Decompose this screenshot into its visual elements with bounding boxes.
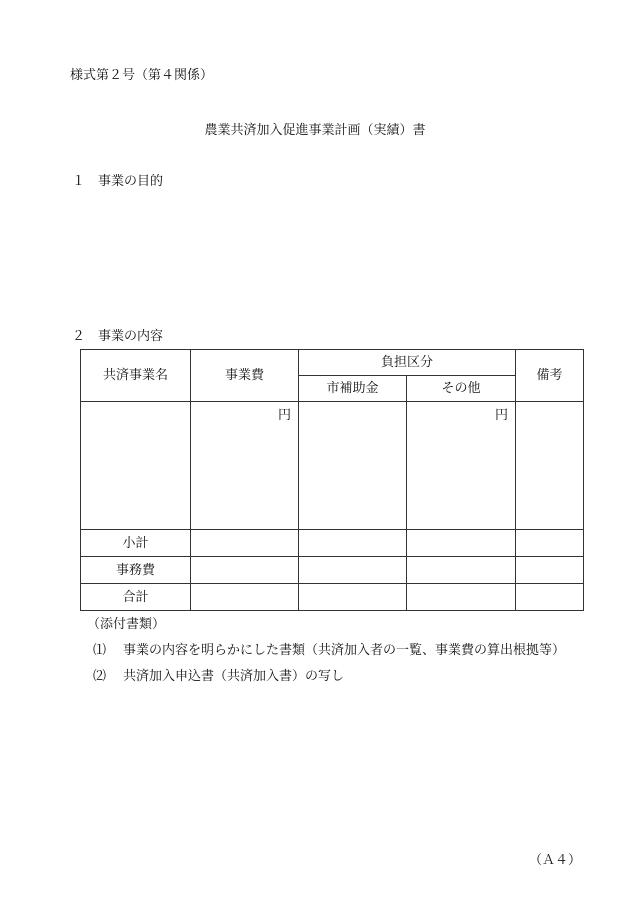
header-other: その他 xyxy=(407,376,516,402)
table-row xyxy=(81,557,584,584)
entry-other-cell: 円 xyxy=(407,402,516,530)
section-1-number: １ xyxy=(72,174,86,189)
attachment-number: ⑴ xyxy=(93,643,107,658)
empty-cell xyxy=(191,557,299,584)
empty-cell xyxy=(516,557,584,584)
row-label-office-expenses: 事務費 xyxy=(81,557,191,584)
empty-cell xyxy=(299,530,407,557)
attachment-number: ⑵ xyxy=(93,669,107,684)
attachment-text: 事業の内容を明らかにした書類（共済加入者の一覧、事業費の算出根拠等） xyxy=(123,643,566,658)
section-1-heading xyxy=(72,174,163,190)
section-2-title: 事業の内容 xyxy=(98,329,164,344)
document-title: 農業共済加入促進事業計画（実績）書 xyxy=(204,123,426,138)
empty-cell xyxy=(191,584,299,611)
table-header-row xyxy=(81,350,584,376)
table-row xyxy=(81,584,584,611)
empty-cell xyxy=(407,584,516,611)
empty-cell xyxy=(299,584,407,611)
table-row xyxy=(81,402,584,530)
attachment-text: 共済加入申込書（共済加入書）の写し xyxy=(123,669,345,684)
entry-project-name-cell xyxy=(81,402,191,530)
empty-cell xyxy=(516,584,584,611)
empty-cell xyxy=(516,530,584,557)
section-2-number: ２ xyxy=(72,329,86,344)
business-content-table xyxy=(80,349,584,611)
entry-city-subsidy-cell xyxy=(299,402,407,530)
attachment-item xyxy=(93,669,344,685)
paper-size-label: （Ａ４） xyxy=(529,853,582,868)
row-label-total: 合計 xyxy=(81,584,191,611)
empty-cell xyxy=(191,530,299,557)
section-1-title: 事業の目的 xyxy=(98,174,164,189)
header-burden-category: 負担区分 xyxy=(299,350,516,376)
table-row xyxy=(81,530,584,557)
header-city-subsidy: 市補助金 xyxy=(299,376,407,402)
header-project-name: 共済事業名 xyxy=(81,350,191,402)
empty-cell xyxy=(407,557,516,584)
attachment-item xyxy=(93,643,565,659)
form-number: 様式第２号（第４関係） xyxy=(70,68,214,83)
empty-cell xyxy=(299,557,407,584)
section-2-heading xyxy=(72,329,163,345)
attachments-heading: （添付書類） xyxy=(87,617,166,632)
header-remarks: 備考 xyxy=(516,350,584,402)
empty-cell xyxy=(407,530,516,557)
header-project-cost: 事業費 xyxy=(191,350,299,402)
entry-cost-cell: 円 xyxy=(191,402,299,530)
entry-remarks-cell xyxy=(516,402,584,530)
row-label-subtotal: 小計 xyxy=(81,530,191,557)
